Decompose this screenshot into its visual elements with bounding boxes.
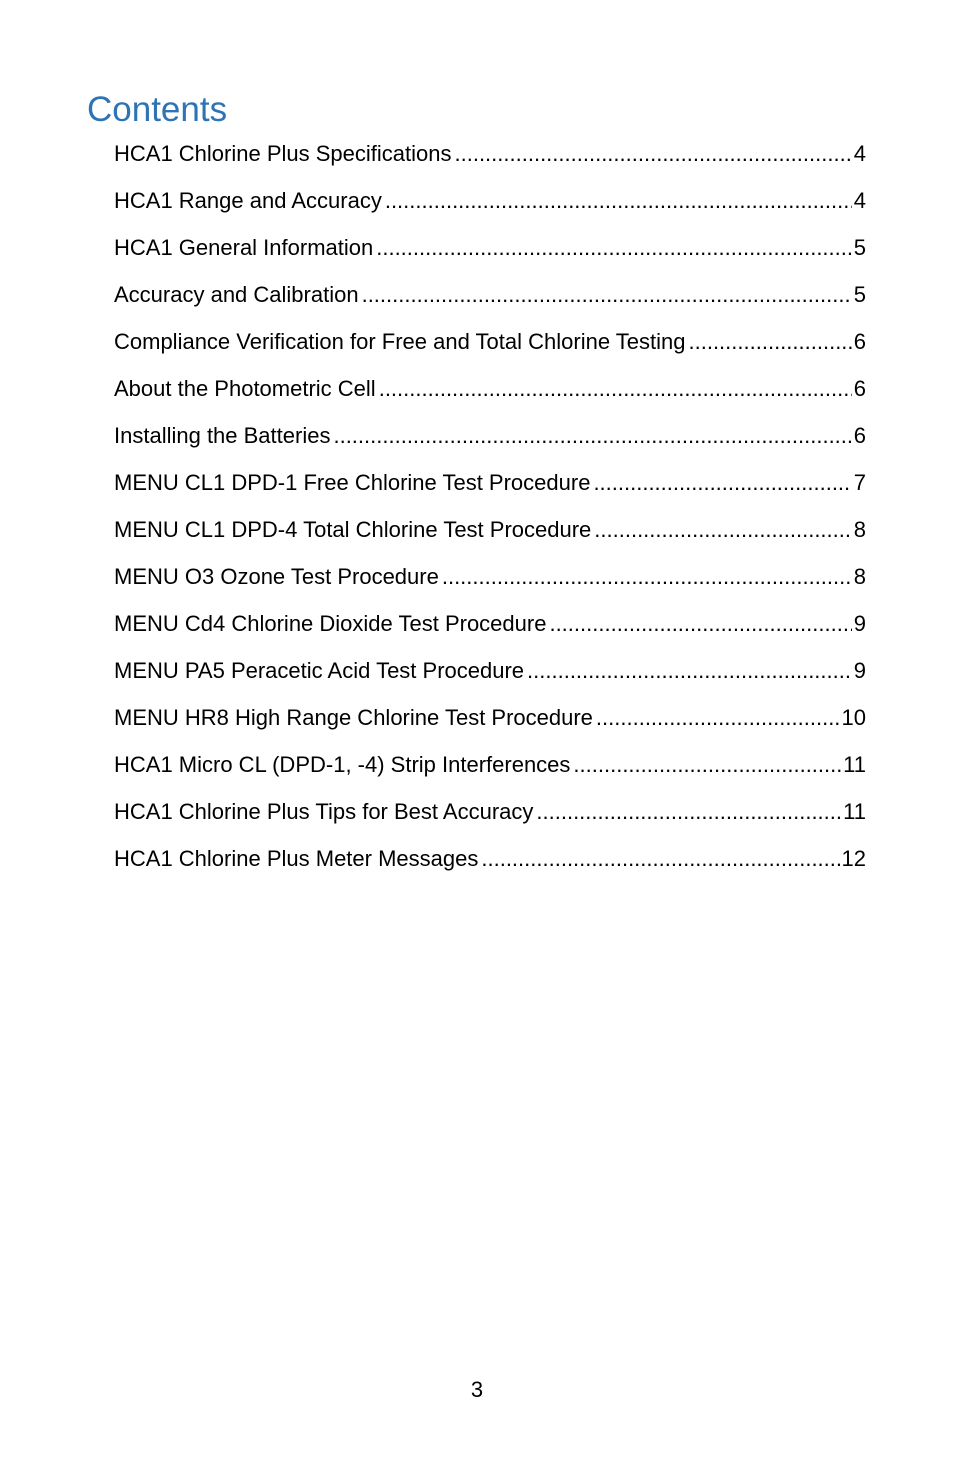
toc-heading: Contents xyxy=(87,90,228,129)
toc-entry[interactable] xyxy=(114,181,866,228)
toc-dot-leader xyxy=(379,369,852,409)
toc-entry-page: 9 xyxy=(853,611,866,636)
toc-entry-page: 10 xyxy=(841,705,866,730)
toc-entry[interactable] xyxy=(114,745,866,792)
toc-entry-page: 4 xyxy=(853,188,866,213)
toc-entry[interactable] xyxy=(114,792,866,839)
toc-entry[interactable] xyxy=(114,839,866,886)
toc-dot-leader xyxy=(385,181,852,221)
toc-entry-title: MENU Cd4 Chlorine Dioxide Test Procedure xyxy=(114,611,547,636)
toc-entry-title: MENU CL1 DPD-4 Total Chlorine Test Procedure xyxy=(114,517,592,542)
page-number: 3 xyxy=(470,1377,484,1402)
toc-entry-title: HCA1 Chlorine Plus Meter Messages xyxy=(114,846,479,871)
toc-entry-page: 11 xyxy=(843,799,866,824)
toc-dot-leader xyxy=(593,463,851,503)
toc-entry-title: HCA1 Chlorine Plus Specifications xyxy=(114,141,452,166)
toc-entry-page: 12 xyxy=(841,846,866,871)
toc-entry[interactable] xyxy=(114,369,866,416)
toc-dot-leader xyxy=(573,745,841,785)
toc-entry-title: MENU CL1 DPD-1 Free Chlorine Test Procedure xyxy=(114,470,591,495)
toc-entry-title: MENU O3 Ozone Test Procedure xyxy=(114,564,439,589)
toc-entry[interactable] xyxy=(114,698,866,745)
toc-entry-title: HCA1 Range and Accuracy xyxy=(114,188,382,213)
toc-entry-page: 7 xyxy=(853,470,866,495)
toc-dot-leader xyxy=(362,275,852,315)
toc-dot-leader xyxy=(455,134,852,174)
toc-entry-title: MENU HR8 High Range Chlorine Test Procedure xyxy=(114,705,593,730)
toc-entry-page: 6 xyxy=(853,376,866,401)
toc-entry-title: HCA1 Micro CL (DPD-1, -4) Strip Interferences xyxy=(114,752,571,777)
toc-entry-page: 5 xyxy=(853,282,866,307)
table-of-contents xyxy=(114,134,866,886)
toc-entry[interactable] xyxy=(114,322,866,369)
toc-entry[interactable] xyxy=(114,275,866,322)
toc-entry-title: About the Photometric Cell xyxy=(114,376,376,401)
toc-entry-page: 8 xyxy=(853,564,866,589)
toc-entry[interactable] xyxy=(114,228,866,275)
toc-entry-page: 11 xyxy=(843,752,866,777)
toc-entry-title: HCA1 General Information xyxy=(114,235,374,260)
toc-dot-leader xyxy=(481,839,839,879)
toc-entry-page: 6 xyxy=(853,329,866,354)
toc-dot-leader xyxy=(596,698,840,738)
toc-dot-leader xyxy=(536,792,841,832)
toc-entry[interactable] xyxy=(114,134,866,181)
toc-entry[interactable] xyxy=(114,510,866,557)
toc-entry[interactable] xyxy=(114,604,866,651)
toc-entry-title: HCA1 Chlorine Plus Tips for Best Accuracy xyxy=(114,799,534,824)
toc-entry[interactable] xyxy=(114,557,866,604)
toc-entry-title: Installing the Batteries xyxy=(114,423,331,448)
toc-entry[interactable] xyxy=(114,463,866,510)
toc-entry-page: 9 xyxy=(853,658,866,683)
toc-entry[interactable] xyxy=(114,416,866,463)
toc-dot-leader xyxy=(549,604,851,644)
toc-dot-leader xyxy=(594,510,851,550)
toc-dot-leader xyxy=(527,651,852,691)
toc-entry-page: 8 xyxy=(853,517,866,542)
toc-entry-page: 5 xyxy=(853,235,866,260)
toc-dot-leader xyxy=(376,228,852,268)
toc-dot-leader xyxy=(689,322,852,362)
toc-entry-title: Compliance Verification for Free and Total Chlorine Testing xyxy=(114,329,686,354)
toc-entry-page: 6 xyxy=(853,423,866,448)
toc-entry-title: Accuracy and Calibration xyxy=(114,282,359,307)
toc-entry[interactable] xyxy=(114,651,866,698)
toc-dot-leader xyxy=(333,416,851,456)
toc-entry-title: MENU PA5 Peracetic Acid Test Procedure xyxy=(114,658,525,683)
toc-dot-leader xyxy=(442,557,852,597)
toc-entry-page: 4 xyxy=(853,141,866,166)
